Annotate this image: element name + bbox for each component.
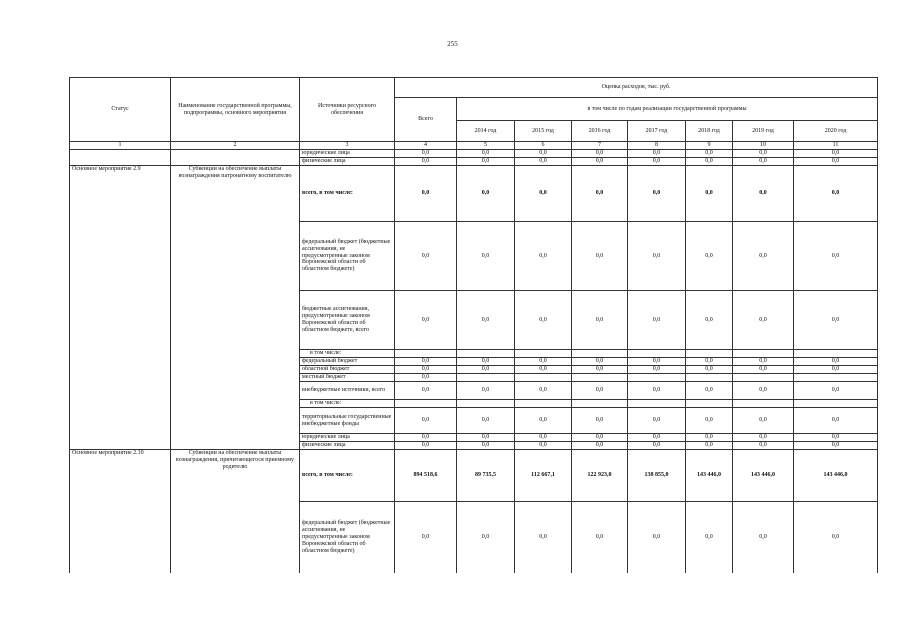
header-year: 2015 год: [515, 121, 572, 142]
value-cell: 0,0: [395, 358, 457, 366]
table-row: [70, 450, 878, 502]
value-cell: 0,0: [686, 442, 733, 450]
value-cell: [686, 374, 733, 382]
value-cell: [794, 350, 878, 358]
value-cell: 0,0: [686, 166, 733, 222]
value-cell: 0,0: [794, 502, 878, 573]
table-row: [70, 166, 878, 222]
value-cell: 0,0: [395, 150, 457, 158]
value-cell: 0,0: [395, 382, 457, 400]
header-status: Статус: [70, 78, 171, 142]
value-cell: 0,0: [733, 408, 794, 434]
source-cell: областной бюджет: [300, 366, 395, 374]
value-cell: 0,0: [572, 366, 628, 374]
value-cell: 143 446,0: [686, 450, 733, 502]
value-cell: 0,0: [572, 408, 628, 434]
column-number: 1: [70, 142, 171, 150]
value-cell: 0,0: [686, 291, 733, 350]
column-number: 11: [794, 142, 878, 150]
value-cell: 0,0: [733, 291, 794, 350]
value-cell: 0,0: [395, 366, 457, 374]
value-cell: 0,0: [515, 291, 572, 350]
value-cell: 0,0: [395, 291, 457, 350]
value-cell: [628, 374, 686, 382]
value-cell: 0,0: [733, 158, 794, 166]
value-cell: 0,0: [515, 222, 572, 291]
expenses-table: [69, 77, 878, 573]
column-numbers-row: [70, 142, 878, 150]
value-cell: 0,0: [794, 358, 878, 366]
value-cell: 0,0: [572, 358, 628, 366]
value-cell: 0,0: [628, 442, 686, 450]
column-number: 7: [572, 142, 628, 150]
source-cell: в том числе:: [300, 350, 395, 358]
value-cell: [457, 400, 515, 408]
value-cell: 0,0: [515, 408, 572, 434]
value-cell: 0,0: [794, 366, 878, 374]
value-cell: 0,0: [515, 166, 572, 222]
value-cell: [733, 400, 794, 408]
source-cell: всего, в том числе:: [300, 450, 395, 502]
column-number: 5: [457, 142, 515, 150]
value-cell: 0,0: [686, 502, 733, 573]
value-cell: [572, 374, 628, 382]
value-cell: 0,0: [628, 222, 686, 291]
value-cell: 0,0: [395, 408, 457, 434]
value-cell: 0,0: [395, 374, 457, 382]
value-cell: 0,0: [733, 502, 794, 573]
value-cell: 122 923,0: [572, 450, 628, 502]
value-cell: 0,0: [794, 158, 878, 166]
value-cell: 0,0: [794, 291, 878, 350]
value-cell: 0,0: [515, 358, 572, 366]
value-cell: 0,0: [733, 222, 794, 291]
value-cell: 0,0: [628, 408, 686, 434]
header-year: 2020 год: [794, 121, 878, 142]
status-cell: Основное мероприятие 2.9: [70, 166, 171, 450]
value-cell: 143 446,0: [733, 450, 794, 502]
column-number: 2: [171, 142, 300, 150]
value-cell: [457, 350, 515, 358]
source-cell: юридические лица: [300, 434, 395, 442]
source-cell: физические лица: [300, 442, 395, 450]
value-cell: 0,0: [628, 382, 686, 400]
value-cell: 0,0: [794, 434, 878, 442]
value-cell: 0,0: [572, 222, 628, 291]
value-cell: [733, 350, 794, 358]
value-cell: [733, 374, 794, 382]
value-cell: 0,0: [628, 158, 686, 166]
value-cell: [794, 400, 878, 408]
value-cell: 0,0: [457, 158, 515, 166]
value-cell: 143 446,0: [794, 450, 878, 502]
value-cell: 0,0: [515, 502, 572, 573]
value-cell: 0,0: [572, 382, 628, 400]
source-cell: в том числе:: [300, 400, 395, 408]
value-cell: 0,0: [395, 434, 457, 442]
value-cell: 0,0: [628, 434, 686, 442]
value-cell: 0,0: [794, 408, 878, 434]
value-cell: 0,0: [457, 442, 515, 450]
header-total: Всего: [395, 98, 457, 142]
source-cell: федеральный бюджет: [300, 358, 395, 366]
value-cell: 0,0: [733, 166, 794, 222]
value-cell: [515, 350, 572, 358]
value-cell: [572, 350, 628, 358]
value-cell: 0,0: [686, 222, 733, 291]
source-cell: федеральный бюджет (бюджетные ассигнования, не предусмотренные законом Воронежской области об областном бюджете): [300, 222, 395, 291]
value-cell: 0,0: [395, 166, 457, 222]
value-cell: 0,0: [457, 408, 515, 434]
value-cell: 0,0: [628, 150, 686, 158]
value-cell: 0,0: [515, 442, 572, 450]
value-cell: 0,0: [515, 366, 572, 374]
value-cell: 0,0: [686, 358, 733, 366]
value-cell: 0,0: [733, 382, 794, 400]
value-cell: 0,0: [395, 502, 457, 573]
value-cell: 138 855,0: [628, 450, 686, 502]
name-cell: [171, 150, 300, 166]
value-cell: [686, 400, 733, 408]
source-cell: юридические лица: [300, 150, 395, 158]
column-number: 4: [395, 142, 457, 150]
value-cell: 112 667,1: [515, 450, 572, 502]
header-year: 2017 год: [628, 121, 686, 142]
source-cell: бюджетные ассигнования, предусмотренные законом Воронежской области об областном бюджете, всего: [300, 291, 395, 350]
value-cell: 0,0: [628, 502, 686, 573]
value-cell: 0,0: [395, 222, 457, 291]
value-cell: 0,0: [457, 150, 515, 158]
value-cell: 0,0: [794, 150, 878, 158]
header-estimate: Оценка расходов, тыс. руб.: [395, 78, 878, 98]
value-cell: 0,0: [686, 366, 733, 374]
value-cell: [628, 350, 686, 358]
value-cell: [572, 400, 628, 408]
source-cell: территориальные государственные внебюджетные фонды: [300, 408, 395, 434]
value-cell: 0,0: [572, 158, 628, 166]
value-cell: 0,0: [733, 442, 794, 450]
header-year: 2014 год: [457, 121, 515, 142]
column-number: 6: [515, 142, 572, 150]
value-cell: 0,0: [457, 434, 515, 442]
value-cell: [395, 400, 457, 408]
value-cell: 0,0: [794, 382, 878, 400]
value-cell: 0,0: [794, 222, 878, 291]
value-cell: 0,0: [572, 502, 628, 573]
value-cell: 894 518,6: [395, 450, 457, 502]
value-cell: [457, 374, 515, 382]
source-cell: всего, в том числе:: [300, 166, 395, 222]
page-number: 255: [447, 40, 458, 48]
value-cell: 0,0: [515, 382, 572, 400]
value-cell: 0,0: [686, 158, 733, 166]
value-cell: [395, 350, 457, 358]
value-cell: 0,0: [686, 434, 733, 442]
header-name: Наименование государственной программы, подпрограммы, основного мероприятия: [171, 78, 300, 142]
value-cell: 0,0: [395, 442, 457, 450]
value-cell: 0,0: [457, 291, 515, 350]
column-number: 10: [733, 142, 794, 150]
value-cell: 0,0: [733, 434, 794, 442]
value-cell: 0,0: [628, 291, 686, 350]
value-cell: 0,0: [572, 166, 628, 222]
source-cell: местный бюджет: [300, 374, 395, 382]
value-cell: 0,0: [457, 366, 515, 374]
value-cell: 0,0: [515, 158, 572, 166]
name-cell: Субвенции на обеспечение выплаты вознаграждения патронатному воспитателю: [171, 166, 300, 450]
value-cell: 0,0: [733, 366, 794, 374]
header-year: 2018 год: [686, 121, 733, 142]
column-number: 9: [686, 142, 733, 150]
value-cell: [515, 400, 572, 408]
value-cell: 0,0: [457, 382, 515, 400]
header-source: Источники ресурсного обеспечения: [300, 78, 395, 142]
value-cell: 0,0: [794, 166, 878, 222]
value-cell: 0,0: [572, 434, 628, 442]
value-cell: 0,0: [628, 358, 686, 366]
value-cell: 0,0: [457, 222, 515, 291]
value-cell: 0,0: [686, 382, 733, 400]
value-cell: 0,0: [686, 408, 733, 434]
name-cell: Субвенции на обеспечение выплаты вознаграждения, причитающегося приемному родителю: [171, 450, 300, 573]
header-year: 2016 год: [572, 121, 628, 142]
value-cell: 0,0: [572, 150, 628, 158]
value-cell: 0,0: [515, 434, 572, 442]
value-cell: 0,0: [457, 502, 515, 573]
value-cell: 0,0: [572, 291, 628, 350]
status-cell: Основное мероприятие 2.10: [70, 450, 171, 573]
header-by-years: в том числе по годам реализации государственной программы: [457, 98, 878, 121]
value-cell: 0,0: [686, 150, 733, 158]
table-row: [70, 150, 878, 158]
value-cell: 0,0: [572, 442, 628, 450]
column-number: 3: [300, 142, 395, 150]
header-year: 2019 год: [733, 121, 794, 142]
value-cell: 0,0: [733, 358, 794, 366]
source-cell: внебюджетные источники, всего: [300, 382, 395, 400]
value-cell: 0,0: [733, 150, 794, 158]
value-cell: 0,0: [628, 166, 686, 222]
value-cell: [794, 374, 878, 382]
value-cell: 0,0: [457, 358, 515, 366]
value-cell: 0,0: [395, 158, 457, 166]
value-cell: [686, 350, 733, 358]
value-cell: 0,0: [515, 150, 572, 158]
status-cell: [70, 150, 171, 166]
value-cell: 89 735,5: [457, 450, 515, 502]
value-cell: 0,0: [794, 442, 878, 450]
column-number: 8: [628, 142, 686, 150]
value-cell: [628, 400, 686, 408]
value-cell: 0,0: [628, 366, 686, 374]
value-cell: [515, 374, 572, 382]
source-cell: физические лица: [300, 158, 395, 166]
source-cell: федеральный бюджет (бюджетные ассигнования, не предусмотренные законом Воронежской области об областном бюджете): [300, 502, 395, 573]
value-cell: 0,0: [457, 166, 515, 222]
